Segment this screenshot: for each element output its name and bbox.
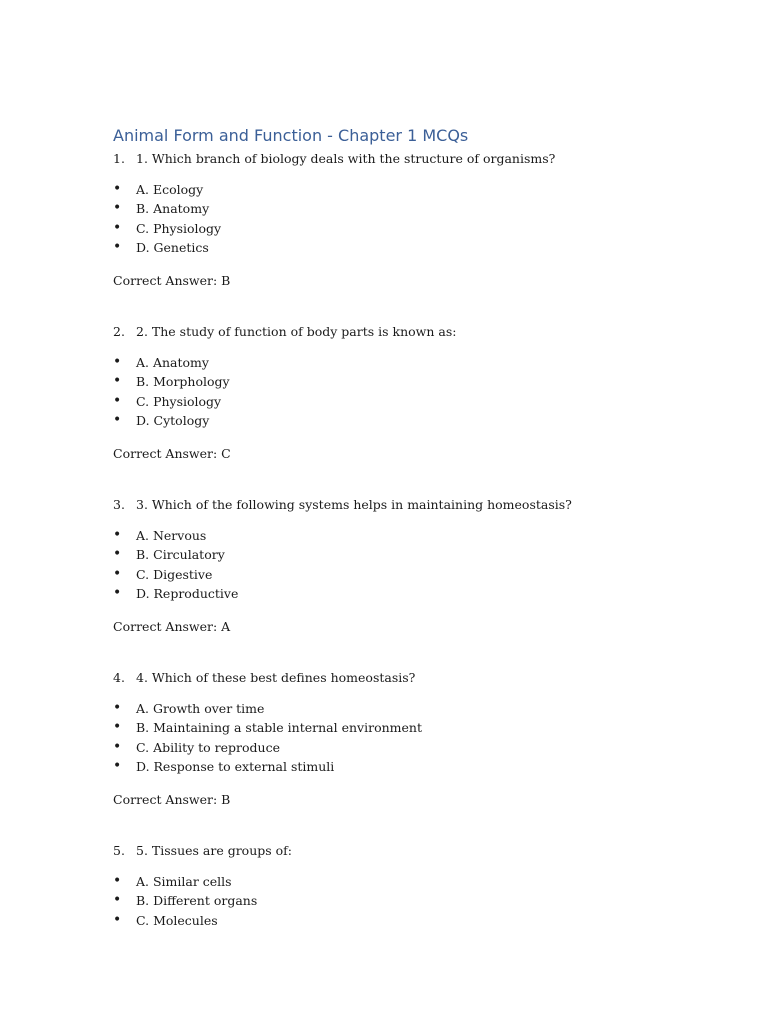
option-text: B. Morphology [136, 374, 230, 390]
page-title: Animal Form and Function - Chapter 1 MCQs [113, 126, 469, 145]
question-number: 2. [113, 323, 125, 339]
question-2 [113, 321, 693, 494]
bullet-icon: • [113, 353, 122, 370]
spacer [113, 465, 693, 494]
option-item [113, 699, 693, 718]
option-item [113, 738, 693, 757]
option-text: A. Growth over time [136, 700, 265, 716]
question-line [113, 494, 693, 516]
spacer [113, 811, 693, 840]
options-list [113, 872, 693, 930]
option-text: D. Response to external stimuli [136, 758, 335, 774]
correct-answer: Correct Answer: C [113, 446, 231, 462]
option-item [113, 199, 693, 218]
option-text: D. Cytology [136, 412, 210, 428]
question-1 [113, 148, 693, 321]
question-text: 4. Which of these best defines homeostasis? [136, 669, 416, 685]
options-list [113, 699, 693, 776]
question-text: 3. Which of the following systems helps in maintaining homeostasis? [136, 496, 572, 512]
option-text: D. Genetics [136, 239, 209, 255]
bullet-icon: • [113, 892, 122, 909]
bullet-icon: • [113, 872, 122, 889]
bullet-icon: • [113, 911, 122, 928]
option-text: C. Physiology [136, 393, 222, 409]
bullet-icon: • [113, 757, 122, 774]
spacer [113, 638, 693, 667]
bullet-icon: • [113, 181, 122, 197]
options-list [113, 353, 693, 430]
option-item [113, 526, 693, 545]
question-line [113, 321, 693, 343]
question-text: 1. Which branch of biology deals with the structure of organisms? [136, 151, 556, 166]
option-text: A. Ecology [136, 182, 204, 197]
correct-answer: Correct Answer: A [113, 619, 231, 635]
document-page [113, 124, 693, 930]
bullet-icon: • [113, 565, 122, 582]
option-text: B. Different organs [136, 893, 258, 909]
question-5 [113, 840, 693, 930]
option-item [113, 219, 693, 238]
question-number: 4. [113, 669, 125, 685]
bullet-icon: • [113, 719, 122, 736]
option-item [113, 565, 693, 584]
option-text: B. Circulatory [136, 547, 225, 563]
question-line [113, 148, 693, 170]
bullet-icon: • [113, 584, 122, 601]
option-item [113, 392, 693, 411]
option-text: D. Reproductive [136, 585, 239, 601]
option-item [113, 353, 693, 372]
question-3 [113, 494, 693, 667]
option-item [113, 411, 693, 430]
bullet-icon: • [113, 373, 122, 390]
option-text: C. Molecules [136, 912, 218, 928]
option-item [113, 584, 693, 603]
bullet-icon: • [113, 219, 122, 236]
option-item [113, 757, 693, 776]
correct-answer: Correct Answer: B [113, 273, 231, 289]
bullet-icon: • [113, 699, 122, 716]
option-text: A. Similar cells [136, 873, 232, 889]
spacer [113, 292, 693, 321]
option-item [113, 238, 693, 257]
option-item [113, 911, 693, 930]
question-line [113, 667, 693, 689]
bullet-icon: • [113, 738, 122, 755]
option-text: C. Physiology [136, 220, 222, 236]
options-list [113, 526, 693, 603]
correct-answer: Correct Answer: B [113, 792, 231, 808]
bullet-icon: • [113, 411, 122, 428]
bullet-icon: • [113, 526, 122, 543]
option-item [113, 891, 693, 910]
question-text: 5. Tissues are groups of: [136, 842, 293, 858]
option-item [113, 180, 693, 199]
bullet-icon: • [113, 392, 122, 409]
option-text: A. Anatomy [136, 354, 209, 370]
question-number: 1. [113, 151, 125, 166]
option-text: B. Anatomy [136, 201, 210, 217]
bullet-icon: • [113, 238, 122, 255]
option-item [113, 545, 693, 564]
question-number: 3. [113, 496, 125, 512]
question-4 [113, 667, 693, 840]
bullet-icon: • [113, 546, 122, 563]
bullet-icon: • [113, 200, 122, 217]
option-text: C. Ability to reproduce [136, 739, 280, 755]
option-text: A. Nervous [136, 527, 207, 543]
option-text: C. Digestive [136, 566, 213, 582]
question-line [113, 840, 693, 862]
options-list [113, 180, 693, 257]
option-text: B. Maintaining a stable internal environment [136, 720, 422, 736]
question-number: 5. [113, 842, 125, 858]
option-item [113, 718, 693, 737]
option-item [113, 872, 693, 891]
option-item [113, 372, 693, 391]
question-text: 2. The study of function of body parts is known as: [136, 323, 457, 339]
